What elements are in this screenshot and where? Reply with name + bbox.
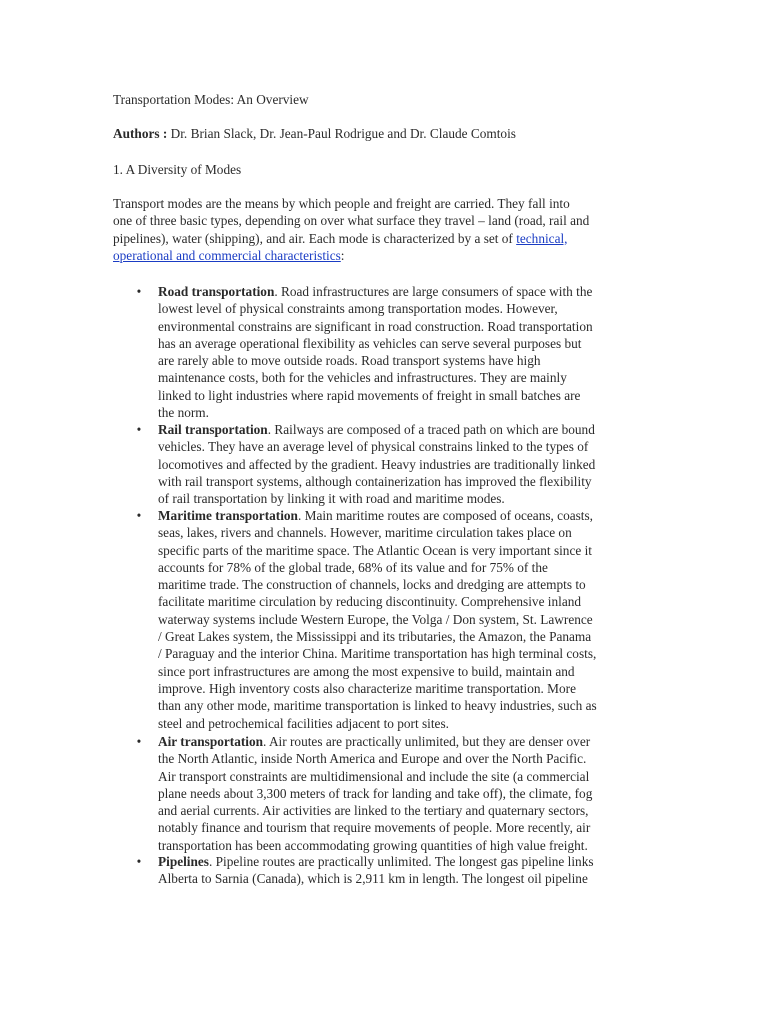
intro-line: Transport modes are the means by which people and freight are carried. They fall into bbox=[113, 196, 570, 211]
mode-line: with rail transport systems, although containerization has improved the flexibility bbox=[158, 473, 592, 489]
mode-line: / Great Lakes system, the Mississippi and its tributaries, the Amazon, the Panama bbox=[158, 629, 592, 645]
intro-line-text: pipelines), water (shipping), and air. Each mode is characterized by a set of bbox=[113, 230, 517, 246]
mode-line: specific parts of the maritime space. The Atlantic Ocean is very important since it bbox=[158, 542, 592, 558]
list-item-road bbox=[136, 283, 658, 421]
intro-paragraph bbox=[113, 195, 633, 264]
mode-line: locomotives and affected by the gradient. Heavy industries are traditionally linked bbox=[158, 456, 596, 472]
intro-line bbox=[113, 230, 633, 247]
mode-text: . Railways are composed of a traced path on which are bound bbox=[267, 422, 595, 437]
mode-text: . Pipeline routes are practically unlimited. The longest gas pipeline links bbox=[208, 854, 594, 869]
list-item-air bbox=[136, 733, 658, 854]
characteristics-link-continued[interactable]: operational and commercial characteristics bbox=[113, 247, 341, 263]
mode-name: Pipelines bbox=[158, 854, 209, 869]
intro-line bbox=[113, 247, 633, 264]
mode-line: Alberta to Sarnia (Canada), which is 2,911 km in length. The longest oil pipeline bbox=[158, 871, 588, 887]
mode-first-line bbox=[158, 283, 658, 300]
mode-line: and aerial currents. Air activities are linked to the tertiary and quaternary sectors, bbox=[158, 803, 589, 819]
mode-line: accounts for 78% of the global trade, 68% of its value and for 75% of the bbox=[158, 559, 548, 575]
mode-line: / Paraguay and the interior China. Maritime transportation has high terminal costs, bbox=[158, 646, 597, 662]
list-item-rail bbox=[136, 421, 658, 507]
mode-line: waterway systems include Western Europe, the Volga / Don system, St. Lawrence bbox=[158, 611, 593, 627]
mode-line: Air transport constraints are multidimensional and include the site (a commercial bbox=[158, 768, 590, 784]
bullet-icon: • bbox=[136, 854, 142, 869]
mode-line: the norm. bbox=[158, 405, 209, 421]
mode-text: . Main maritime routes are composed of oceans, coasts, bbox=[297, 508, 593, 523]
mode-line: of rail transportation by linking it with road and maritime modes. bbox=[158, 491, 505, 507]
characteristics-link[interactable]: technical, bbox=[516, 230, 568, 246]
bullet-icon: • bbox=[136, 508, 142, 523]
mode-line: since port infrastructures are among the most expensive to build, maintain and bbox=[158, 663, 575, 679]
mode-name: Maritime transportation bbox=[158, 508, 298, 523]
list-item-pipelines bbox=[136, 853, 658, 888]
mode-line: lowest level of physical constraints among transportation modes. However, bbox=[158, 301, 558, 317]
mode-line: steel and petrochemical facilities adjacent to port sites. bbox=[158, 715, 449, 731]
bullet-icon: • bbox=[136, 284, 142, 299]
authors-label: Authors : bbox=[113, 126, 168, 141]
mode-line: vehicles. They have an average level of physical constrains linked to the types of bbox=[158, 439, 589, 455]
intro-link-suffix: : bbox=[340, 247, 345, 263]
mode-name: Road transportation bbox=[158, 284, 275, 299]
mode-line: plane needs about 3,300 meters of track for landing and take off), the climate, fog bbox=[158, 785, 593, 801]
mode-line: linked to light industries where rapid movements of freight in small batches are bbox=[158, 387, 581, 403]
document-title: Transportation Modes: An Overview bbox=[113, 92, 309, 107]
mode-line: the North Atlantic, inside North America and Europe and over the North Pacific. bbox=[158, 751, 587, 767]
section-heading: 1. A Diversity of Modes bbox=[113, 162, 242, 177]
authors-line bbox=[113, 125, 516, 142]
mode-line: transportation has been accommodating growing quantities of high value freight. bbox=[158, 837, 588, 853]
mode-line: maritime trade. The construction of channels, locks and dredging are attempts to bbox=[158, 577, 586, 593]
mode-first-line bbox=[158, 507, 658, 524]
mode-line: has an average operational flexibility as vehicles can serve several purposes but bbox=[158, 335, 582, 351]
mode-first-line bbox=[158, 733, 658, 750]
list-item-maritime bbox=[136, 507, 658, 732]
mode-line: are rarely able to move outside roads. Road transport systems have high bbox=[158, 353, 541, 369]
mode-name: Air transportation bbox=[158, 734, 264, 749]
mode-line: facilitate maritime circulation by reducing discontinuity. Comprehensive inland bbox=[158, 594, 582, 610]
mode-line: environmental constrains are significant in road construction. Road transportation bbox=[158, 318, 593, 334]
intro-line: one of three basic types, depending on over what surface they travel – land (road, rail and bbox=[113, 213, 590, 229]
mode-first-line bbox=[158, 853, 658, 870]
mode-line: seas, lakes, rivers and channels. However, maritime circulation takes place on bbox=[158, 525, 572, 541]
mode-text: . Air routes are practically unlimited, but they are denser over bbox=[263, 734, 591, 749]
mode-line: notably finance and tourism that require movements of people. More recently, air bbox=[158, 820, 591, 836]
mode-first-line bbox=[158, 421, 658, 438]
mode-text: . Road infrastructures are large consumers of space with the bbox=[274, 284, 593, 299]
mode-line: than any other mode, maritime transportation is linked to heavy industries, such as bbox=[158, 698, 597, 714]
bullet-icon: • bbox=[136, 734, 142, 749]
mode-line: improve. High inventory costs also characterize maritime transportation. More bbox=[158, 680, 576, 696]
authors-names: Dr. Brian Slack, Dr. Jean-Paul Rodrigue and Dr. Claude Comtois bbox=[170, 126, 516, 141]
bullet-icon: • bbox=[136, 422, 142, 437]
mode-line: maintenance costs, both for the vehicles and infrastructures. They are mainly bbox=[158, 370, 567, 386]
mode-name: Rail transportation bbox=[158, 422, 268, 437]
